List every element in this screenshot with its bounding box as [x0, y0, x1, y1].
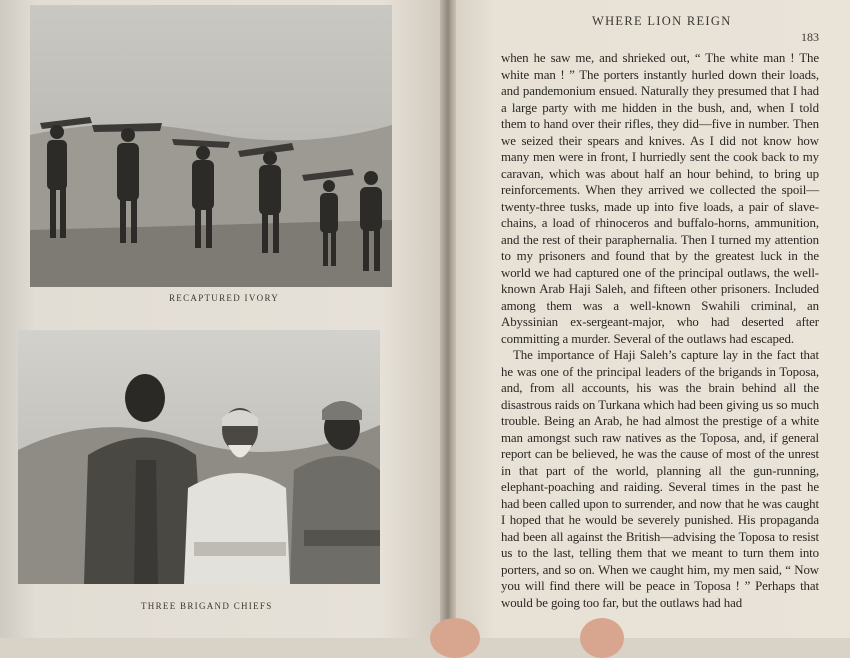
body-text: [501, 50, 819, 611]
page-number: 183: [801, 30, 819, 44]
thumb-left: [430, 618, 480, 658]
photo-recaptured-ivory: [30, 5, 392, 287]
running-head: WHERE LION REIGN: [592, 14, 732, 28]
caption-recaptured-ivory: RECAPTURED IVORY: [169, 293, 280, 303]
thumb-right: [580, 618, 624, 658]
caption-three-brigand-chiefs: THREE BRIGAND CHIEFS: [141, 601, 273, 611]
paragraph-2: The importance of Haji Saleh’s capture lay in the fact that he was one of the principal leaders of the brigands in Toposa, and, from all accounts, his was the brain behind all the disastrous raids on Turkana which had been giving us so much trouble. Being an Arab, he had almost the prestige of a white man amongst such raw natives as the Toposa, and, if general report can be believed, he was the cause of most of the unrest in that part of the world, planning all the gun-running, elephant-poaching and raiding. Several times in the past he had been called upon to surrender, and now that he was caught I hoped that he would be severely punished. His propaganda had been all against the British—advising the Toposa to resist us to the last, telling them that we meant to turn them into porters, and so on. When we caught him, my men said, “ Now you will find there will be peace in Toposa ! ” Perhaps that would be going too far, but the outlaws had had: [501, 348, 819, 610]
ivory-porters-photo: [30, 5, 392, 287]
brigand-chiefs-photo: [18, 330, 380, 584]
paragraph-1: when he saw me, and shrieked out, “ The white man ! The white man ! ” The porters instantly hurled down their loads, and pandemonium ensued. Naturally they presumed that I had a large party with me hidden in the bush, and, when I told them to hand over their rifles, they did—five in number. Then we seized their spears and knives. As I did not know how many men were in front, I hurriedly sent the cook back to my caravan, which was about half an hour behind, to bring up reinforcements. When they arrived we collected the spoil—twenty-three tusks, made up into five loads, a pair of slave-chains, a load of rhinoceros and buffalo-horns, ammunition, and the rest of their paraphernalia. Then I turned my attention to my prisoners and found that by the greatest luck in the world we had captured one of the principal outlaws, the well-known Arab Haji Saleh, and fifteen other prisoners. Included among them was a well-known Swahili criminal, an Abyssinian ex-sergeant-major, who had deserted after committing a murder. Several of the outlaws had escaped.: [501, 51, 819, 346]
photo-three-brigand-chiefs: [18, 330, 380, 584]
